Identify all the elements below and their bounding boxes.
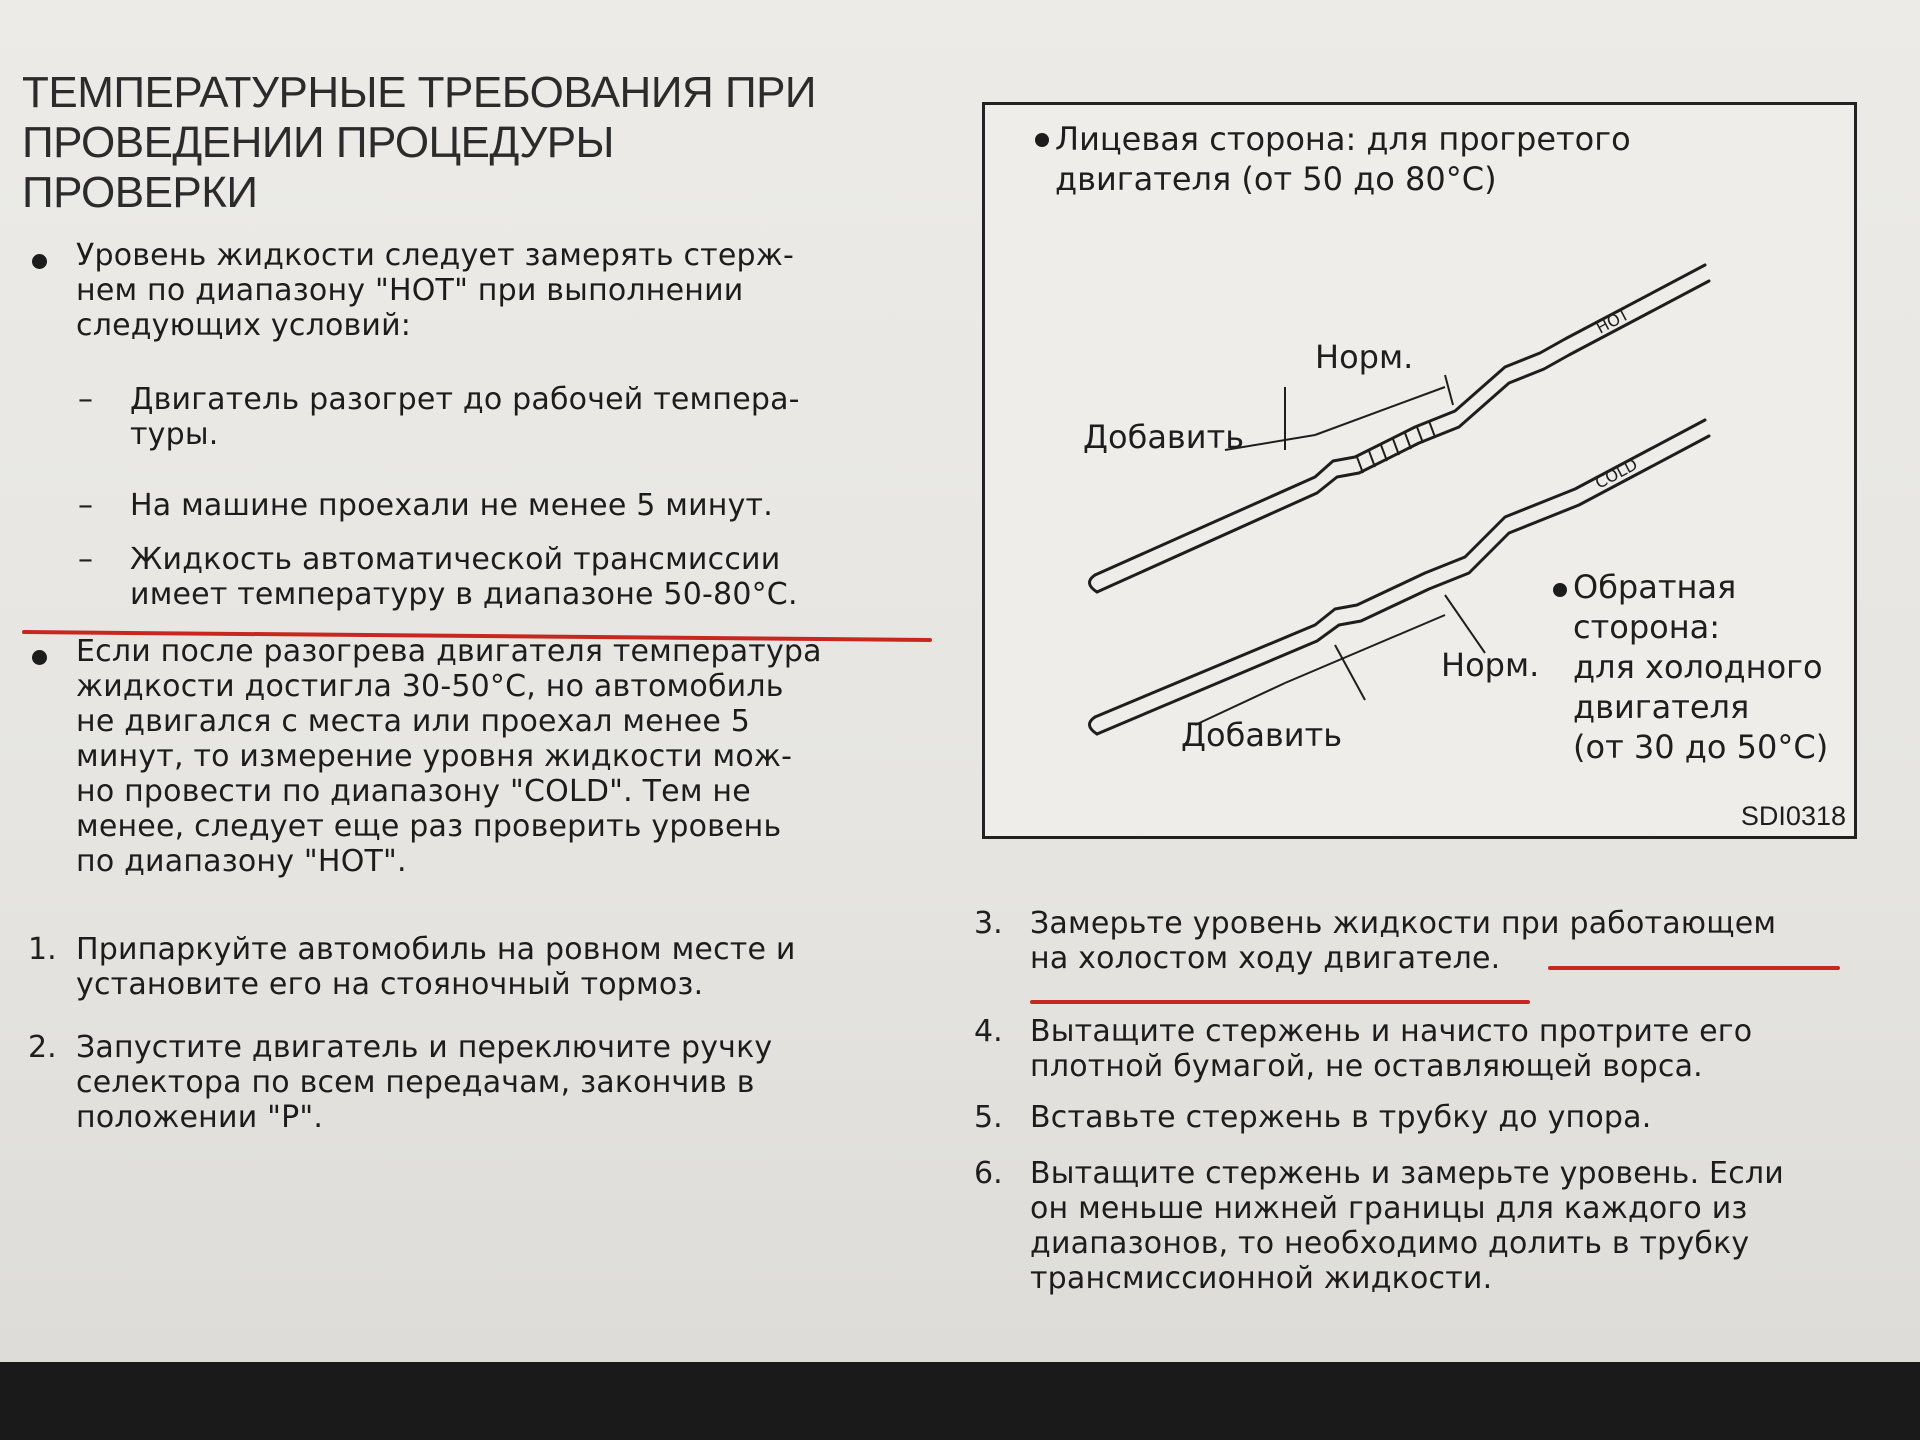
bullet-icon	[32, 650, 47, 665]
text-line: Если после разогрева двигателя температура	[76, 634, 822, 669]
text-line: Запустите двигатель и переключите ручку	[76, 1030, 773, 1065]
text-line: нем по диапазону "HOT" при выполнении	[76, 273, 744, 308]
norm-span-bottom	[1285, 615, 1445, 683]
text-line: Жидкость автоматической трансмиссии	[130, 542, 781, 577]
step-item	[1030, 1100, 1651, 1135]
figure-code: SDI0318	[1740, 801, 1846, 831]
text-line: туры.	[130, 417, 219, 452]
text-line: жидкости достигла 30-50°C, но автомобиль	[76, 669, 784, 704]
hot-hatch	[1357, 421, 1435, 473]
page-title	[22, 68, 902, 218]
text-line: следующих условий:	[76, 308, 412, 343]
text-line: имеет температуру в диапазоне 50-80°C.	[130, 577, 798, 612]
text-line: не двигался с места или проехал менее 5	[76, 704, 750, 739]
add-label-top: Добавить	[1083, 418, 1245, 456]
text-line: по диапазону "HOT".	[76, 844, 407, 879]
text-line: Вытащите стержень и начисто протрите его	[1030, 1014, 1753, 1049]
text-line: он меньше нижней границы для каждого из	[1030, 1191, 1748, 1226]
step-number: 2.	[28, 1030, 57, 1065]
title-line: ПРОВЕРКИ	[22, 168, 258, 217]
red-underline	[1030, 1000, 1530, 1004]
back-side-caption	[1573, 567, 1828, 767]
step-item	[1030, 1014, 1752, 1084]
dash-marker: –	[78, 542, 93, 577]
text-line: сторона:	[1573, 608, 1721, 646]
cold-range-note	[76, 634, 822, 879]
cold-label: COLD	[1591, 454, 1641, 493]
step-item	[76, 1030, 772, 1135]
step-number: 1.	[28, 932, 57, 967]
bullet-icon	[32, 254, 47, 269]
text-line: минут, то измерение уровня жидкости мож-	[76, 739, 793, 774]
text-line: плотной бумагой, не оставляющей ворса.	[1030, 1049, 1703, 1084]
norm-tick-bottom	[1335, 645, 1365, 700]
text-line: Двигатель разогрет до рабочей темпера-	[130, 382, 800, 417]
screen-bottom-bezel	[0, 1362, 1920, 1440]
condition-item	[130, 382, 800, 452]
text-line: установите его на стояночный тормоз.	[76, 967, 704, 1002]
text-line: Вытащите стержень и замерьте уровень. Если	[1030, 1156, 1784, 1191]
text-line: На машине проехали не менее 5 минут.	[130, 488, 773, 523]
text-line: Припаркуйте автомобиль на ровном месте и	[76, 932, 796, 967]
hot-label: HOT	[1592, 304, 1633, 338]
text-line: Лицевая сторона: для прогретого	[1055, 120, 1631, 158]
text-line: (от 30 до 50°C)	[1573, 728, 1829, 766]
step-item	[76, 932, 796, 1002]
step-number: 5.	[974, 1100, 1003, 1135]
text-line: двигателя (от 50 до 80°C)	[1055, 160, 1497, 198]
cold-dipstick-tip	[1089, 717, 1097, 734]
text-line: двигателя	[1573, 688, 1750, 726]
hot-dipstick-tip	[1089, 575, 1097, 592]
norm-span-top	[1315, 387, 1445, 435]
step-number: 6.	[974, 1156, 1003, 1191]
title-line: ПРОВЕДЕНИИ ПРОЦЕДУРЫ	[22, 118, 614, 167]
dash-marker: –	[78, 382, 93, 417]
condition-item	[130, 488, 773, 523]
text-line: но провести по диапазону "COLD". Тем не	[76, 774, 751, 809]
step-item	[1030, 1156, 1784, 1296]
condition-item	[130, 542, 798, 612]
red-underline	[1548, 966, 1840, 970]
step-number: 4.	[974, 1014, 1003, 1049]
text-line: Замерьте уровень жидкости при работающем	[1030, 906, 1777, 941]
text-line: на холостом ходу двигателе.	[1030, 941, 1501, 976]
bullet-icon	[1553, 583, 1567, 597]
step-number: 3.	[974, 906, 1003, 941]
hot-range-intro	[76, 238, 794, 343]
text-line: менее, следует еще раз проверить уровень	[76, 809, 782, 844]
norm-label-top: Норм.	[1315, 338, 1414, 376]
front-side-caption	[1055, 119, 1631, 199]
title-line: ТЕМПЕРАТУРНЫЕ ТРЕБОВАНИЯ ПРИ	[22, 68, 817, 117]
add-label-bottom: Добавить	[1181, 716, 1343, 754]
text-line: Уровень жидкости следует замерять стерж-	[76, 238, 795, 273]
dash-marker: –	[78, 488, 93, 523]
text-line: диапазонов, то необходимо долить в трубку	[1030, 1226, 1750, 1261]
text-line: Обратная	[1573, 568, 1737, 606]
bullet-icon	[1035, 133, 1049, 147]
text-line: Вставьте стержень в трубку до упора.	[1030, 1100, 1652, 1135]
norm-tick-top	[1445, 375, 1453, 405]
dipstick-figure	[982, 102, 1857, 839]
norm-label-bottom: Норм.	[1441, 646, 1540, 684]
text-line: селектора по всем передачам, закончив в	[76, 1065, 755, 1100]
text-line: для холодного	[1573, 648, 1823, 686]
text-line: положении "P".	[76, 1100, 324, 1135]
text-line: трансмиссионной жидкости.	[1030, 1261, 1493, 1296]
